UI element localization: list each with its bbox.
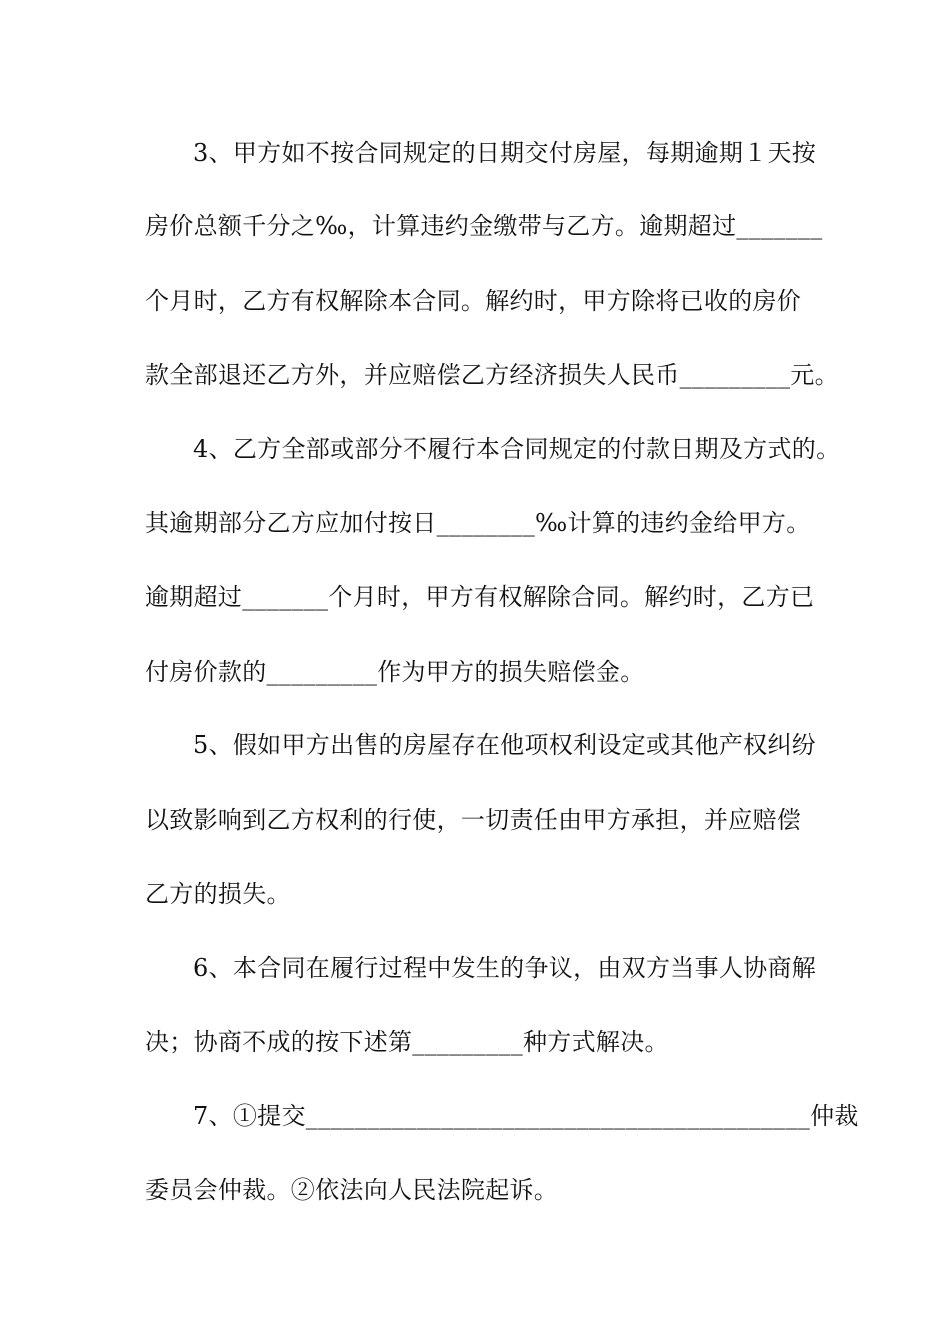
clause-5-line-2: 以致影响到乙方权利的行使，一切责任由甲方承担，并应赔偿 — [145, 806, 802, 834]
clause-4-line-2: 其逾期部分乙方应加付按日________‰计算的违约金给甲方。 — [145, 509, 811, 537]
clause-5-line-1: 5、假如甲方出售的房屋存在他项权利设定或其他产权纠纷 — [193, 731, 817, 759]
clause-3-line-4: 款全部退还乙方外，并应赔偿乙方经济损失人民币_________元。 — [145, 361, 839, 389]
clause-4-line-1: 4、乙方全部或部分不履行本合同规定的付款日期及方式的。 — [193, 435, 841, 463]
clause-4-line-4: 付房价款的_________作为甲方的损失赔偿金。 — [145, 658, 645, 686]
clause-7-line-2: 委员会仲裁。②依法向人民法院起诉。 — [145, 1176, 559, 1204]
clause-5-line-3: 乙方的损失。 — [145, 880, 291, 908]
clause-6-line-2: 决；协商不成的按下述第_________种方式解决。 — [145, 1028, 669, 1056]
clause-3-line-2: 房价总额千分之‰，计算违约金缴带与乙方。逾期超过_______ — [145, 212, 823, 240]
clause-3-line-1: 3、甲方如不按合同规定的日期交付房屋，每期逾期１天按 — [193, 139, 817, 167]
clause-7-line-1: 7、①提交_________________________________________仲裁 — [193, 1102, 859, 1130]
clause-6-line-1: 6、本合同在履行过程中发生的争议，由双方当事人协商解 — [193, 954, 817, 982]
clause-4-line-3: 逾期超过_______个月时，甲方有权解除合同。解约时，乙方已 — [145, 583, 815, 611]
clause-3-line-3: 个月时，乙方有权解除本合同。解约时，甲方除将已收的房价 — [145, 287, 802, 315]
